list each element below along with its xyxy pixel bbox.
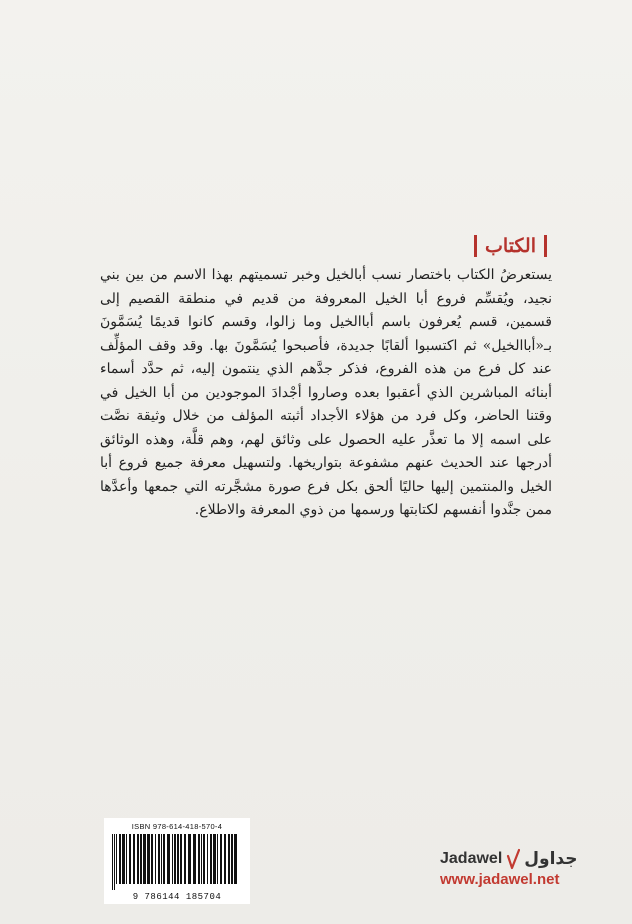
barcode-bar bbox=[122, 834, 125, 884]
publisher-logo bbox=[440, 848, 590, 870]
barcode-bar bbox=[210, 834, 212, 884]
barcode-bar bbox=[217, 834, 218, 884]
barcode-bar bbox=[167, 834, 170, 884]
barcode-bar bbox=[213, 834, 216, 884]
barcode-bar bbox=[155, 834, 156, 884]
barcode-bar bbox=[112, 834, 113, 890]
section-heading bbox=[474, 235, 547, 257]
barcode-bar bbox=[129, 834, 131, 884]
barcode-bar bbox=[228, 834, 230, 884]
barcode-bar bbox=[231, 834, 233, 884]
barcode-bar bbox=[193, 834, 196, 884]
barcode-bar bbox=[184, 834, 186, 884]
barcode-bar bbox=[140, 834, 142, 884]
barcode-bar bbox=[207, 834, 208, 884]
publisher-block bbox=[440, 848, 590, 888]
barcode-bar bbox=[188, 834, 191, 884]
description-paragraph: يستعرضُ الكتاب باختصار نسب أبالخيل وخبر تسميتهم بهذا الاسم من بين بني نجيد، ويُقسِّم فروع أبا الخيل المعروفة من قديم في منطقة القصيم إلى قسمين، قسم يُعرفون باسم أباالخيل وما زالوا، وقسم كانوا قديمًا يُسَمَّونَ بـ«أباالخيل» ثم اكتسبوا ألقابًا جديدة، فأصبحوا يُسَمَّونَ بها. وقد وقف المؤلِّف عند كل فرع من هذه الفروع، فذكر جدَّهم الذي ينتمون إليه، ثم حدَّد أسماء أبنائه المباشرين الذي أعقبوا بعده وصاروا أجْدادَ الموجودين من أبا الخيل في وقتنا الحاضر، وكل فرد من هؤلاء الأجداد أثبته المؤلف من خلال وثيقة نصَّت على اسمه إلا ما تعذَّر عليه الحصول على وثائق لهم، وهم قلَّة، وهذه الوثائق أدرجها عند الحديث عنهم مشفوعة بتواريخها. ولتسهيل معرفة جميع فروع أبا الخيل والمنتمين إليها حاليًا ألحق بكل فرع صورة مشجَّرته التي جمعها وأعدَّها ممن جنَّدوا أنفسهم لكتابتها ورسمها من ذوي المعرفة والاطلاع. bbox=[100, 267, 552, 518]
barcode-bar bbox=[220, 834, 222, 884]
barcode-bar bbox=[119, 834, 121, 884]
isbn-label: ISBN 978-614-418-570-4 bbox=[131, 822, 223, 831]
heading-bar-right bbox=[544, 235, 547, 257]
barcode-bar bbox=[172, 834, 173, 884]
barcode-bar bbox=[177, 834, 179, 884]
barcode-bar bbox=[163, 834, 165, 884]
barcode-bar bbox=[174, 834, 176, 884]
publisher-url[interactable]: www.jadawel.net bbox=[440, 871, 560, 888]
barcode-bar bbox=[201, 834, 202, 884]
section-title-text: الكتاب bbox=[485, 235, 536, 257]
heading-bar-left bbox=[474, 235, 477, 257]
book-description bbox=[100, 264, 552, 523]
barcode-bar bbox=[180, 834, 182, 884]
barcode-bar bbox=[198, 834, 200, 884]
barcode-bar bbox=[116, 834, 117, 884]
barcode-bar bbox=[137, 834, 139, 884]
barcode-bar bbox=[126, 834, 127, 884]
publisher-name-arabic: جداول bbox=[524, 849, 578, 869]
publisher-name-latin: Jadawel bbox=[440, 850, 503, 867]
barcode-bar bbox=[133, 834, 135, 884]
barcode-bar bbox=[161, 834, 162, 884]
barcode-graphic bbox=[110, 834, 244, 890]
barcode-bar bbox=[114, 834, 115, 890]
barcode-bar bbox=[151, 834, 153, 884]
barcode-bar bbox=[203, 834, 205, 884]
barcode-bar bbox=[147, 834, 150, 884]
barcode-bar bbox=[234, 834, 237, 884]
isbn-digits: 9 786144 185704 bbox=[132, 892, 222, 902]
check-leaf-icon bbox=[506, 848, 520, 870]
isbn-barcode-box bbox=[104, 818, 250, 904]
barcode-bar bbox=[143, 834, 146, 884]
barcode-bar bbox=[158, 834, 160, 884]
barcode-bar bbox=[224, 834, 226, 884]
